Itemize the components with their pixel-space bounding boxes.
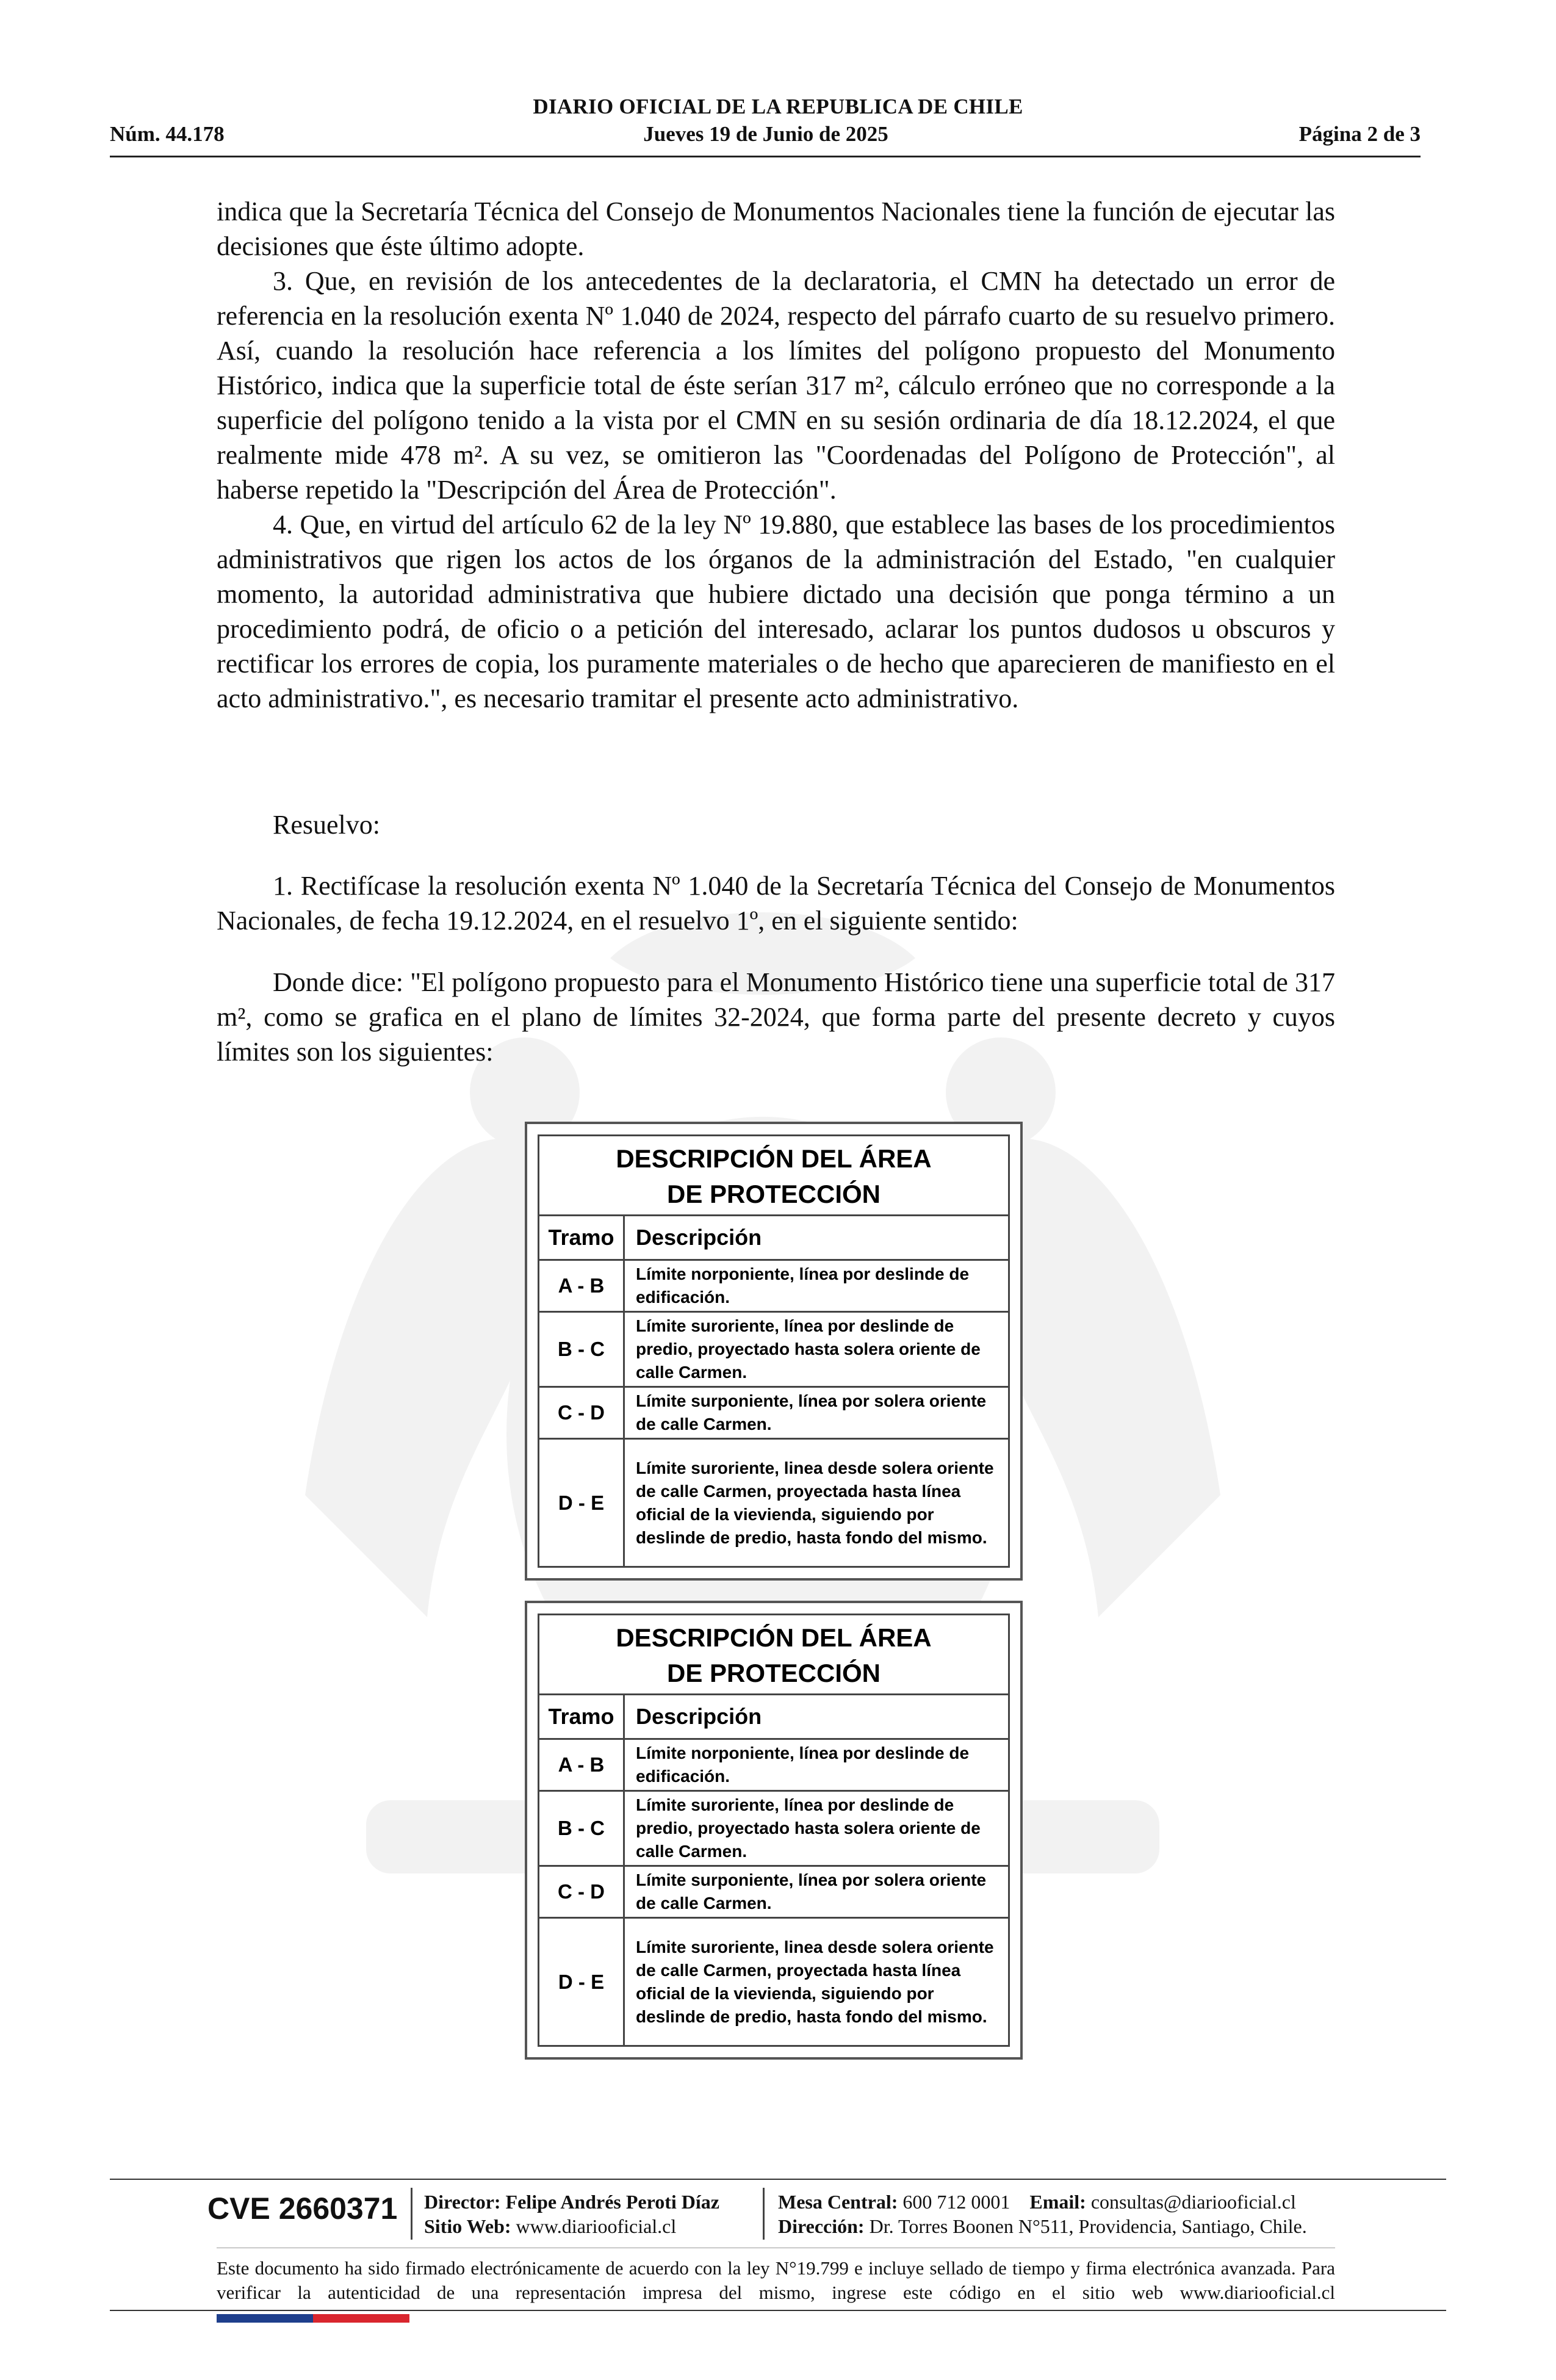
column-header-descripcion: Descripción <box>624 1695 1009 1739</box>
tramo-cell: C - D <box>539 1387 624 1439</box>
cve-code: CVE 2660371 <box>207 2191 398 2226</box>
description-cell: Límite surponiente, línea por solera oriente de calle Carmen. <box>624 1387 1009 1439</box>
donde-dice-paragraph: Donde dice: "El polígono propuesto para el Monumento Histórico tiene una superficie total de 317 m², como se grafica en el plano de límites 32-2024, que forma parte del presente decreto y cuyos límites son los siguientes: <box>217 967 1335 1067</box>
description-cell: Límite norponiente, línea por deslinde de edificación. <box>624 1739 1009 1791</box>
footer-top-divider <box>110 2179 1446 2180</box>
issue-number: Núm. 44.178 <box>110 122 225 146</box>
website-link[interactable]: www.diariooficial.cl <box>516 2215 677 2237</box>
column-header-tramo: Tramo <box>539 1216 624 1260</box>
tramo-cell: B - C <box>539 1312 624 1387</box>
column-header-tramo: Tramo <box>539 1695 624 1739</box>
tramo-cell: A - B <box>539 1260 624 1312</box>
address: Dr. Torres Boonen N°511, Providencia, Santiago, Chile. <box>869 2215 1307 2237</box>
footer-director-block: Director: Felipe Andrés Peroti Díaz Sitio Web: www.diariooficial.cl <box>424 2191 719 2237</box>
tramo-cell: B - C <box>539 1791 624 1866</box>
description-cell: Límite suroriente, linea desde solera oriente de calle Carmen, proyectada hasta línea oficial de la vievienda, siguiendo por deslinde de predio, hasta fondo del mismo. <box>624 1918 1009 2046</box>
resuelvo-item-1: 1. Rectifícase la resolución exenta Nº 1.040 de la Secretaría Técnica del Consejo de Monumentos Nacionales, de fecha 19.12.2024, en el resuelvo 1º, en el siguiente sentido: <box>217 871 1335 936</box>
footer-contact-block: Mesa Central: 600 712 0001 Email: consultas@diariooficial.cl Dirección: Dr. Torres Boonen N°511, Providencia, Santiago, Chile. <box>778 2191 1307 2237</box>
issue-date: Jueves 19 de Junio de 2025 <box>643 122 888 146</box>
page-indicator: Página 2 de 3 <box>1298 122 1421 146</box>
tramo-cell: A - B <box>539 1739 624 1791</box>
description-cell: Límite surponiente, línea por solera oriente de calle Carmen. <box>624 1866 1009 1918</box>
table-title: DESCRIPCIÓN DEL ÁREA DE PROTECCIÓN <box>539 1136 1009 1216</box>
description-cell: Límite norponiente, línea por deslinde de edificación. <box>624 1260 1009 1312</box>
protection-area-table-2 <box>525 1601 1023 2060</box>
footer-separator <box>411 2188 412 2240</box>
tramo-cell: D - E <box>539 1918 624 2046</box>
resuelvo-heading-wrap <box>217 807 1335 842</box>
description-cell: Límite suroriente, linea desde solera oriente de calle Carmen, proyectada hasta línea oficial de la vievienda, siguiendo por deslinde de predio, hasta fondo del mismo. <box>624 1439 1009 1567</box>
header-divider <box>110 156 1421 157</box>
paragraph-continuation: indica que la Secretaría Técnica del Consejo de Monumentos Nacionales tiene la función de ejecutar las decisiones que éste último adopte. <box>217 197 1335 261</box>
newspaper-title: DIARIO OFICIAL DE LA REPUBLICA DE CHILE <box>533 95 1023 118</box>
email-link[interactable]: consultas@diariooficial.cl <box>1090 2191 1296 2213</box>
protection-area-table-1 <box>525 1122 1023 1581</box>
table-title: DESCRIPCIÓN DEL ÁREA DE PROTECCIÓN <box>539 1615 1009 1695</box>
description-cell: Límite suroriente, línea por deslinde de predio, proyectado hasta solera oriente de calle Carmen. <box>624 1312 1009 1387</box>
electronic-signature-note: Este documento ha sido firmado electrónicamente de acuerdo con la ley N°19.799 e incluye sellado de tiempo y firma electrónica avanzada. Para verificar la autenticidad de una representación impresa del mismo, ingrese este código en el sitio web www.diariooficial.cl <box>217 2257 1335 2303</box>
paragraph-considerando-3: 3. Que, en revisión de los antecedentes de la declaratoria, el CMN ha detectado un error de referencia en la resolución exenta Nº 1.040 de 2024, respecto del párrafo cuarto de su resuelvo primero. Así, cuando la resolución hace referencia a los límites del polígono propuesto del Monumento Histórico, indica que la superficie total de éste serían 317 m², cálculo erróneo que no corresponde a la superficie del polígono tenido a la vista por el CMN en su sesión ordinaria de día 18.12.2024, el que realmente mide 478 m². A su vez, se omitieron las "Coordenadas del Polígono de Protección", al haberse repetido la "Descripción del Área de Protección". <box>217 266 1335 505</box>
donde-dice-wrap <box>217 965 1335 1069</box>
resuelvo-heading: Resuelvo: <box>273 810 380 840</box>
footer-bottom-divider <box>110 2310 1446 2311</box>
tramo-cell: C - D <box>539 1866 624 1918</box>
director-name: Felipe Andrés Peroti Díaz <box>505 2191 719 2213</box>
column-header-descripcion: Descripción <box>624 1216 1009 1260</box>
phone-number: 600 712 0001 <box>902 2191 1010 2213</box>
footer-separator <box>763 2188 765 2240</box>
paragraph-considerando-4: 4. Que, en virtud del artículo 62 de la ley Nº 19.880, que establece las bases de los procedimientos administrativos que rigen los actos de los órganos de la administración del Estado, "en cualquier momento, la autoridad administrativa que hubiere dictado una decisión que ponga término a un procedimiento podrá, de oficio o a petición del interesado, aclarar los puntos dudosos u obscuros y rectificar los errores de copia, los puramente materiales o de hecho que aparecieren de manifiesto en el acto administrativo.", es necesario tramitar el presente acto administrativo. <box>217 510 1335 713</box>
resuelvo-1-wrap <box>217 868 1335 938</box>
flag-bar-red <box>313 2314 409 2323</box>
description-cell: Límite suroriente, línea por deslinde de predio, proyectado hasta solera oriente de calle Carmen. <box>624 1791 1009 1866</box>
body-text <box>217 194 1335 716</box>
tramo-cell: D - E <box>539 1439 624 1567</box>
flag-bar-blue <box>217 2314 313 2323</box>
